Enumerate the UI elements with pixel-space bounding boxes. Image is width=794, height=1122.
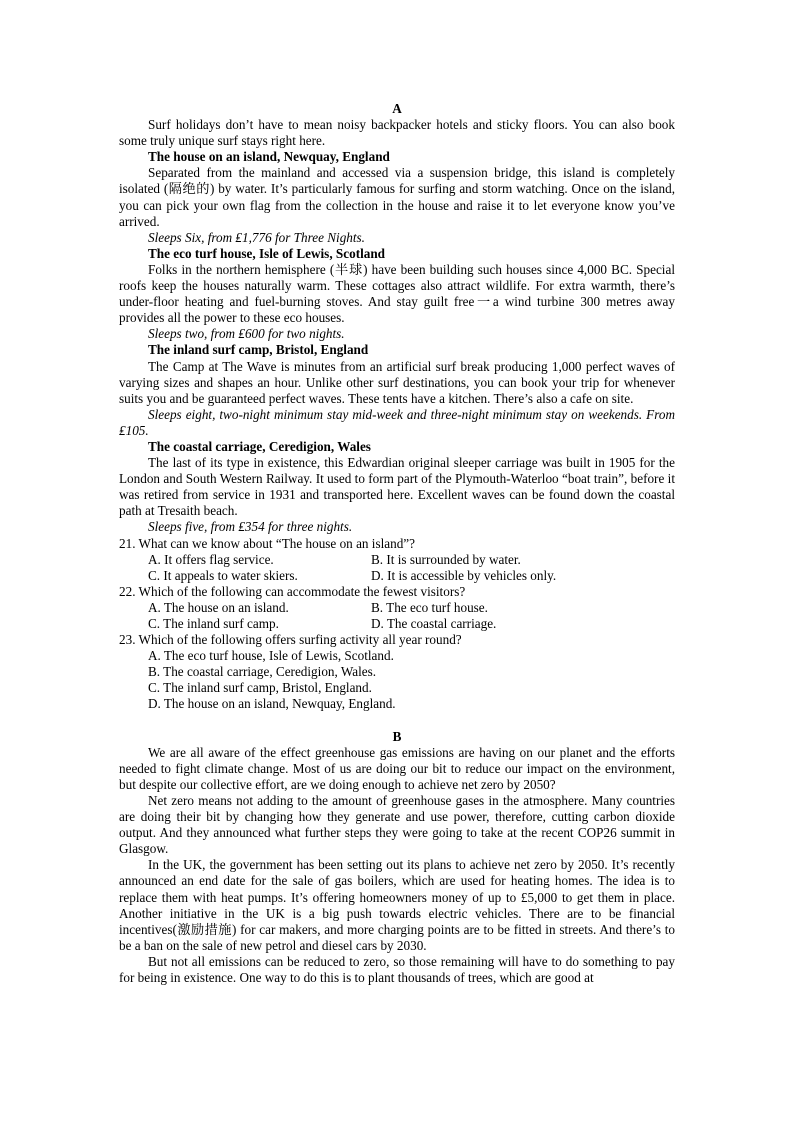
question-stem: 23. Which of the following offers surfing activity all year round? <box>119 632 462 648</box>
option-c: C. It appeals to water skiers. <box>148 567 298 583</box>
place-title: The inland surf camp, Bristol, England <box>148 342 369 358</box>
place-note: Sleeps Six, from ₤1,776 for Three Nights. <box>148 229 365 245</box>
place-note: Sleeps five, from ₤354 for three nights. <box>148 519 353 535</box>
document-page <box>119 101 675 986</box>
place-title: The coastal carriage, Ceredigion, Wales <box>148 438 371 454</box>
option-b: B. It is surrounded by water. <box>371 551 521 567</box>
passage-b-heading: B <box>392 728 402 744</box>
option-d: D. The coastal carriage. <box>371 616 497 631</box>
option-d: D. It is accessible by vehicles only. <box>371 567 557 583</box>
option-d: D. The house on an island, Newquay, England. <box>148 696 396 712</box>
options-row <box>119 552 675 568</box>
place-body: Folks in the northern hemisphere (半球) have been building such houses since 4,000 BC. Special roofs keep the houses naturally warm. These cottages also attract wildlife. For extra warmth, there’s under-floor heating and fuel-burning stoves. And stay guilt free一a wind turbine 300 metres away provides all the power to these eco houses. <box>119 261 675 326</box>
passage-b-paragraph: But not all emissions can be reduced to zero, so those remaining will have to do something to pay for being in existence. One way to do this is to plant thousands of trees, which are good at <box>119 953 675 985</box>
passage-a-intro: Surf holidays don’t have to mean noisy backpacker hotels and sticky floors. You can also book some truly unique surf stays right here. <box>119 117 675 149</box>
options-row <box>119 616 675 632</box>
passage-b-paragraph: We are all aware of the effect greenhouse gas emissions are having on our planet and the efforts needed to fight climate change. Most of us are doing our bit to reduce our impact on the environment, but despite our collective effort, are we doing enough to achieve net zero by 2050? <box>119 744 675 792</box>
place-body: The last of its type in existence, this Edwardian original sleeper carriage was built in 1905 for the London and South Western Railway. It used to form part of the Plymouth-Waterloo “boat train”, before it was retired from service in 1931 and transported here. Excellent waves can be found down the coastal path at Tresaith beach. <box>119 455 675 519</box>
passage-a-heading: A <box>392 101 402 116</box>
option-b: B. The coastal carriage, Ceredigion, Wales. <box>148 664 377 680</box>
option-a: A. The house on an island. <box>148 599 289 615</box>
option-c: C. The inland surf camp. <box>148 616 279 631</box>
passage-b-paragraph: In the UK, the government has been setting out its plans to achieve net zero by 2050. It’s recently announced an end date for the sale of gas boilers, which are used for heating homes. The idea is to replace them with heat pumps. It’s offering homeowners money of up to £5,000 to get them in place. Another initiative in the UK is a big push towards electric vehicles. There are to be financial incentives(激励措施) for car makers, and more charging points are to be fitted in streets. And there’s to be a ban on the sale of new petrol and diesel cars by 2030. <box>119 857 675 953</box>
place-body: Separated from the mainland and accessed via a suspension bridge, this island is completely isolated (隔绝的) by water. It’s particularly famous for surfing and storm watching. Once on the island, you can pick your own flag from the collection in the house and raise it to let everyone know you’ve arrived. <box>119 165 675 229</box>
section-gap <box>119 713 675 729</box>
place-title: The house on an island, Newquay, England <box>148 149 390 165</box>
option-a: A. The eco turf house, Isle of Lewis, Scotland. <box>148 648 394 664</box>
options-row <box>119 600 675 616</box>
question-stem: 21. What can we know about “The house on an island”? <box>119 535 416 551</box>
option-c: C. The inland surf camp, Bristol, England. <box>148 680 372 696</box>
options-row <box>119 568 675 584</box>
question-stem: 22. Which of the following can accommodate the fewest visitors? <box>119 583 466 599</box>
place-title: The eco turf house, Isle of Lewis, Scotland <box>148 245 386 261</box>
option-b: B. The eco turf house. <box>371 599 488 615</box>
place-note: Sleeps eight, two-night minimum stay mid-week and three-night minimum stay on weekends. From ₤105. <box>119 406 675 438</box>
place-note: Sleeps two, from ₤600 for two nights. <box>148 326 345 342</box>
passage-b-paragraph: Net zero means not adding to the amount of greenhouse gases in the atmosphere. Many countries are doing their bit by changing how they generate and use power, therefore, cutting carbon dioxide output. And they announced what further steps they were going to take at the recent COP26 summit in Glasgow. <box>119 792 675 857</box>
option-a: A. It offers flag service. <box>148 551 274 567</box>
place-body: The Camp at The Wave is minutes from an artificial surf break producing 1,000 perfect waves of varying sizes and shapes an hour. Unlike other surf destinations, you can book your trip for whenever suits you and be guaranteed perfect waves. These tents have a kitchen. There’s also a cafe on site. <box>119 358 675 406</box>
